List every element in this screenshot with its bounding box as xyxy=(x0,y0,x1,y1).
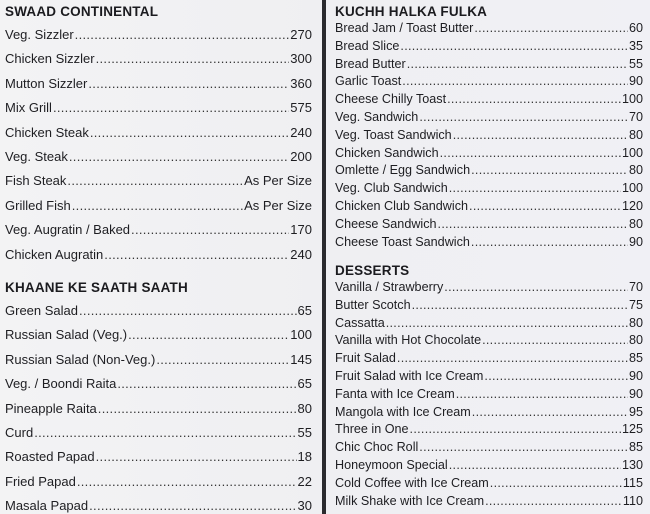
menu-item xyxy=(335,92,643,106)
menu-item-price: 100 xyxy=(621,145,643,160)
menu-item-price: 575 xyxy=(290,100,312,116)
dot-leader xyxy=(34,425,296,440)
menu-item xyxy=(5,327,312,342)
menu-item-price: 85 xyxy=(628,440,643,455)
dot-leader xyxy=(474,21,628,35)
dot-leader xyxy=(397,351,628,365)
menu-item-price: As Per Size xyxy=(244,197,312,213)
dot-leader xyxy=(156,352,289,367)
dot-leader xyxy=(472,405,628,419)
menu-item-name: Honeymoon Special xyxy=(335,458,448,472)
dot-leader xyxy=(484,369,628,383)
menu-item xyxy=(5,401,312,416)
menu-item-price: 80 xyxy=(628,333,643,348)
menu-item-name: Veg. / Boondi Raita xyxy=(5,376,117,392)
dot-leader xyxy=(89,498,296,513)
menu-item xyxy=(335,199,643,213)
menu-item-name: Fruit Salad xyxy=(335,351,396,366)
menu-item-price: 125 xyxy=(621,422,643,437)
dot-leader xyxy=(410,422,621,436)
menu-item-price: 60 xyxy=(628,21,643,35)
menu-item-price: 115 xyxy=(622,475,643,490)
column-divider xyxy=(322,0,326,514)
menu-item xyxy=(5,498,312,513)
dot-leader xyxy=(469,199,621,213)
menu-item xyxy=(5,222,312,237)
dot-leader xyxy=(407,57,628,71)
menu-item xyxy=(5,149,312,164)
menu-item-price: 80 xyxy=(628,163,643,178)
dot-leader xyxy=(98,401,297,416)
dot-leader xyxy=(53,100,289,115)
dot-leader xyxy=(79,303,297,318)
menu-item-name: Cassatta xyxy=(335,315,385,330)
menu-item-price: 80 xyxy=(628,127,643,142)
menu-item-name: Milk Shake with Ice Cream xyxy=(335,493,485,508)
menu-item xyxy=(335,494,643,508)
menu-item-price: 95 xyxy=(628,404,643,419)
menu-item-name: Chicken Club Sandwich xyxy=(335,199,469,213)
dot-leader xyxy=(412,298,628,312)
menu-item-price: 55 xyxy=(628,56,643,71)
dot-leader xyxy=(444,280,628,294)
menu-item-name: Chic Choc Roll xyxy=(335,440,419,455)
menu-item-name: Grilled Fish xyxy=(5,197,71,213)
menu-item xyxy=(335,217,643,231)
dot-leader xyxy=(482,333,628,347)
dot-leader xyxy=(90,125,289,140)
menu-item-price: 110 xyxy=(622,493,643,508)
menu-item-price: 145 xyxy=(290,351,312,367)
menu-item xyxy=(5,198,312,213)
dot-leader xyxy=(490,476,622,490)
menu-item-price: 30 xyxy=(297,498,312,514)
menu-item xyxy=(335,369,643,383)
menu-item xyxy=(335,146,643,160)
menu-item xyxy=(5,425,312,440)
menu-item xyxy=(5,376,312,391)
menu-item xyxy=(5,247,312,262)
menu-item-price: 80 xyxy=(628,315,643,330)
section-title: DESSERTS xyxy=(335,263,410,278)
menu-item-name: Butter Scotch xyxy=(335,297,411,312)
menu-item xyxy=(5,173,312,188)
dot-leader xyxy=(67,173,243,188)
menu-item-name: Veg. Sizzler xyxy=(5,27,74,42)
menu-item-name: Cheese Sandwich xyxy=(335,216,437,231)
menu-item-name: Veg. Sandwich xyxy=(335,110,419,124)
menu-item-price: 55 xyxy=(297,425,312,440)
section-title: KHAANE KE SAATH SAATH xyxy=(5,280,188,295)
menu-item-price: 90 xyxy=(628,386,643,401)
dot-leader xyxy=(447,92,621,106)
dot-leader xyxy=(75,27,290,42)
dot-leader xyxy=(440,146,621,160)
menu-item-price: 22 xyxy=(297,473,312,489)
menu-item xyxy=(335,163,643,177)
dot-leader xyxy=(128,327,289,342)
menu-item-price: 240 xyxy=(290,246,312,262)
dot-leader xyxy=(453,128,628,142)
menu-item-price: 300 xyxy=(290,51,312,67)
menu-item-price: 100 xyxy=(621,92,643,107)
menu-item-name: Mix Grill xyxy=(5,100,52,116)
menu-item xyxy=(335,235,643,249)
dot-leader xyxy=(402,74,628,88)
menu-item xyxy=(335,21,643,35)
menu-item xyxy=(335,128,643,142)
menu-item xyxy=(335,316,643,330)
menu-item-name: Mutton Sizzler xyxy=(5,75,88,91)
menu-item xyxy=(5,51,312,66)
dot-leader xyxy=(88,76,289,91)
dot-leader xyxy=(77,474,297,489)
menu-item-name: Fruit Salad with Ice Cream xyxy=(335,369,484,383)
menu-item-price: 80 xyxy=(297,400,312,416)
dot-leader xyxy=(117,376,296,391)
menu-item xyxy=(335,74,643,88)
menu-item-name: Omlette / Egg Sandwich xyxy=(335,163,471,178)
menu-item-name: Chicken Augratin xyxy=(5,246,104,262)
menu-item-name: Vanilla / Strawberry xyxy=(335,280,444,294)
menu-item-name: Veg. Steak xyxy=(5,149,68,164)
menu-item xyxy=(335,458,643,472)
menu-item-price: 100 xyxy=(621,181,643,196)
menu-item xyxy=(335,476,643,490)
menu-item xyxy=(335,57,643,71)
menu-item-price: 18 xyxy=(297,449,312,465)
menu-item-name: Cheese Toast Sandwich xyxy=(335,234,470,249)
dot-leader xyxy=(471,163,628,177)
menu-item xyxy=(335,387,643,401)
menu-item-name: Roasted Papad xyxy=(5,449,95,465)
menu-item xyxy=(5,352,312,367)
menu-item-name: Cheese Chilly Toast xyxy=(335,92,447,107)
menu-item xyxy=(5,474,312,489)
menu-item-price: 90 xyxy=(628,74,643,89)
menu-item xyxy=(335,110,643,124)
menu-item-name: Veg. Toast Sandwich xyxy=(335,127,452,142)
menu-item-name: Fish Steak xyxy=(5,173,67,189)
menu-item-price: 170 xyxy=(290,222,312,238)
section-title: KUCHH HALKA FULKA xyxy=(335,4,488,19)
menu-item-name: Bread Butter xyxy=(335,56,406,71)
menu-item xyxy=(5,125,312,140)
dot-leader xyxy=(456,387,628,401)
dot-leader xyxy=(96,449,297,464)
menu-item-name: Chicken Steak xyxy=(5,124,89,140)
menu-item xyxy=(5,76,312,91)
dot-leader xyxy=(72,198,243,213)
menu-item xyxy=(5,449,312,464)
menu-item-name: Bread Slice xyxy=(335,38,400,53)
menu-item-name: Vanilla with Hot Chocolate xyxy=(335,333,482,348)
menu-item-price: 65 xyxy=(297,303,312,318)
menu-item-name: Green Salad xyxy=(5,303,78,318)
menu-item-price: 90 xyxy=(628,234,643,249)
dot-leader xyxy=(96,51,290,66)
menu-item-price: 360 xyxy=(290,75,312,91)
menu-item-name: Mangola with Ice Cream xyxy=(335,404,471,419)
menu-item-price: 120 xyxy=(621,199,643,213)
menu-item xyxy=(335,440,643,454)
menu-item xyxy=(5,303,312,318)
dot-leader xyxy=(400,39,628,53)
menu-item-price: As Per Size xyxy=(244,173,312,189)
dot-leader xyxy=(386,316,628,330)
menu-item xyxy=(335,351,643,365)
menu-item-name: Cold Coffee with Ice Cream xyxy=(335,475,489,490)
dot-leader xyxy=(485,494,622,508)
menu-item-price: 35 xyxy=(628,38,643,53)
menu-item-price: 100 xyxy=(290,327,312,343)
menu-item-price: 85 xyxy=(628,351,643,366)
menu-item-name: Veg. Club Sandwich xyxy=(335,181,448,196)
menu-item-price: 90 xyxy=(628,369,643,383)
menu-item-price: 200 xyxy=(290,149,312,164)
menu-item xyxy=(335,422,643,436)
menu-item xyxy=(335,280,643,294)
dot-leader xyxy=(69,149,289,164)
dot-leader xyxy=(131,222,289,237)
dot-leader xyxy=(419,110,628,124)
menu-item-name: Veg. Augratin / Baked xyxy=(5,222,131,238)
dot-leader xyxy=(438,217,628,231)
dot-leader xyxy=(471,235,628,249)
dot-leader xyxy=(419,440,628,454)
menu-item xyxy=(335,333,643,347)
menu-item xyxy=(5,100,312,115)
menu-item-name: Russian Salad (Veg.) xyxy=(5,327,128,343)
menu-item-name: Three in One xyxy=(335,422,409,437)
menu-item-name: Fried Papad xyxy=(5,473,76,489)
menu-item xyxy=(5,27,312,42)
menu-item-name: Bread Jam / Toast Butter xyxy=(335,21,474,35)
menu-item-name: Chicken Sandwich xyxy=(335,145,439,160)
menu-item-name: Masala Papad xyxy=(5,498,89,514)
menu-item xyxy=(335,39,643,53)
menu-item-price: 80 xyxy=(628,216,643,231)
menu-item-name: Chicken Sizzler xyxy=(5,51,95,67)
menu-item-price: 70 xyxy=(628,280,643,294)
dot-leader xyxy=(449,181,621,195)
menu-item-price: 65 xyxy=(297,376,312,392)
section-title: SWAAD CONTINENTAL xyxy=(5,4,159,19)
menu-item-price: 240 xyxy=(290,124,312,140)
menu-item-name: Russian Salad (Non-Veg.) xyxy=(5,351,156,367)
menu-item-price: 130 xyxy=(621,458,643,472)
menu-item-name: Pineapple Raita xyxy=(5,400,97,416)
dot-leader xyxy=(449,458,621,472)
menu-item-name: Garlic Toast xyxy=(335,74,402,89)
menu-item-name: Curd xyxy=(5,425,34,440)
menu-item xyxy=(335,405,643,419)
menu-item xyxy=(335,298,643,312)
menu-item-price: 75 xyxy=(628,297,643,312)
menu-item xyxy=(335,181,643,195)
menu-item-name: Fanta with Ice Cream xyxy=(335,386,455,401)
dot-leader xyxy=(104,247,289,262)
menu-item-price: 270 xyxy=(290,27,312,42)
menu-item-price: 70 xyxy=(628,110,643,124)
